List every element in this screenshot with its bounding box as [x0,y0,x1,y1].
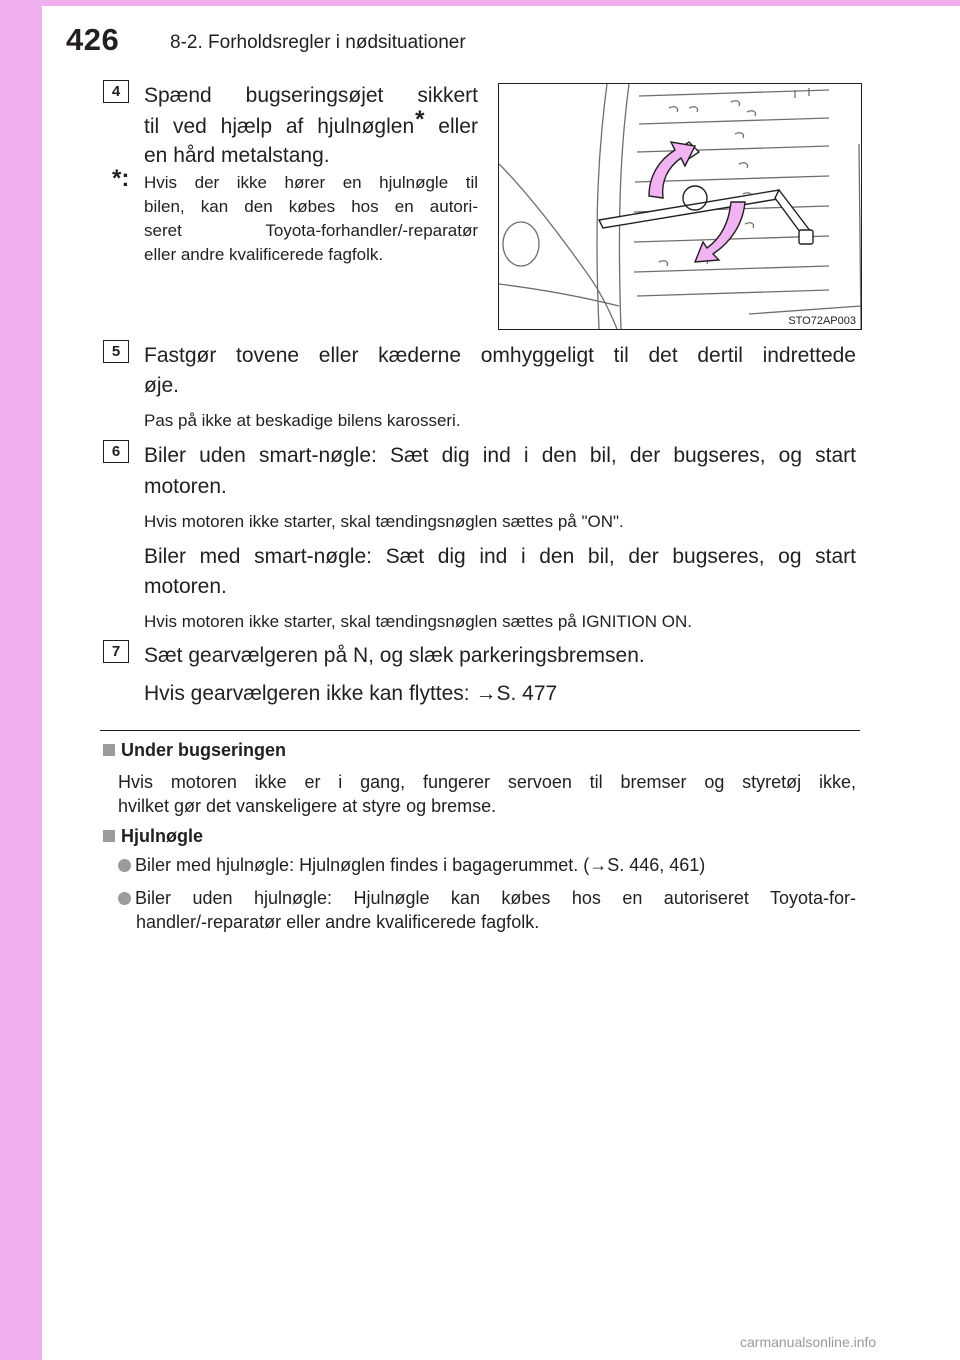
circle-bullet-icon [118,859,131,872]
note-heading-hjulnogle [103,826,203,847]
step-number-4: 4 [103,80,129,103]
step-6-note-b: Hvis motoren ikke starter, skal tændingsnøglen sættes på IGNITION ON. [144,612,692,631]
step-5-line-2: øje. [144,374,180,397]
note-title-under: Under bugseringen [121,740,287,760]
note-title-hjul: Hjulnøgle [121,826,203,846]
note-under-line-1: Hvis motoren ikke er i gang, fungerer servoen til bremser og styretøj ikke, [118,772,856,792]
footnote-line-4: eller andre kvalificerede fagfolk. [144,245,384,264]
footnote-line-1: Hvis der ikke hører en hjulnøgle til [144,173,478,192]
footnote-line-2: bilen, kan den købes hos en autori- [144,197,478,216]
step-4-text-2: til ved hjælp af hjulnøglen [144,115,415,138]
tow-eye-illustration [498,83,862,330]
watermark: carmanualsonline.info [740,1334,877,1350]
step-number-6: 6 [103,440,129,463]
tow-eye-drawing [499,84,861,329]
top-strip [42,0,960,6]
circle-bullet-icon [118,892,131,905]
step-6-line-2: motoren. [144,475,227,498]
step-4-line-1: Spænd bugseringsøjet sikkert [144,84,478,107]
step-4-line-3: en hård metalstang. [144,144,330,167]
bullet-2-text: Biler uden hjulnøgle: Hjulnøgle kan købes hos en autoriseret Toyota-for- [135,888,856,908]
step-6-line-3: Biler med smart-nøgle: Sæt dig ind i den bil, der bugseres, og start [144,545,856,568]
step-7-line-1: Sæt gearvælgeren på N, og slæk parkeringsbremsen. [144,644,645,667]
note-heading-under-bugseringen [103,740,286,761]
figure-code: STO72AP003 [788,315,856,327]
bullet-1-text: Biler med hjulnøgle: Hjulnøglen findes i bagagerummet. (→S. 446, 461) [135,855,706,875]
square-bullet-icon [103,830,115,842]
step-6-line-1: Biler uden smart-nøgle: Sæt dig ind i den bil, der bugseres, og start [144,444,856,467]
note-under-line-2: hvilket gør det vanskeligere at styre og bremse. [118,796,497,816]
step-number-7: 7 [103,640,129,663]
step-number-5: 5 [103,340,129,363]
bullet-item-1 [118,853,705,877]
step-4-line-2 [144,106,478,142]
section-title: 8-2. Forholdsregler i nødsituationer [170,32,466,53]
bullet-item-2 [118,886,856,910]
footnote-mark: *: [112,165,130,192]
step-6-line-4: motoren. [144,575,227,598]
step-5-line-1: Fastgør tovene eller kæderne omhyggeligt til det dertil indrettede [144,344,856,367]
bullet-2-line-2: handler/-reparatør eller andre kvalificerede fagfolk. [136,912,540,932]
section-divider [100,730,860,731]
page-number: 426 [66,22,120,57]
asterisk-mark: * [415,106,425,133]
step-7-line-2: Hvis gearvælgeren ikke kan flyttes: →S. 477 [144,682,558,705]
square-bullet-icon [103,744,115,756]
step-5-note: Pas på ikke at beskadige bilens karosseri. [144,411,461,430]
chapter-sidebar [0,0,42,1360]
step-4-eller: eller [424,115,478,138]
footnote-line-3: seret Toyota-forhandler/-reparatør [144,221,478,240]
step-6-note-a: Hvis motoren ikke starter, skal tændingsnøglen sættes på "ON". [144,512,624,531]
